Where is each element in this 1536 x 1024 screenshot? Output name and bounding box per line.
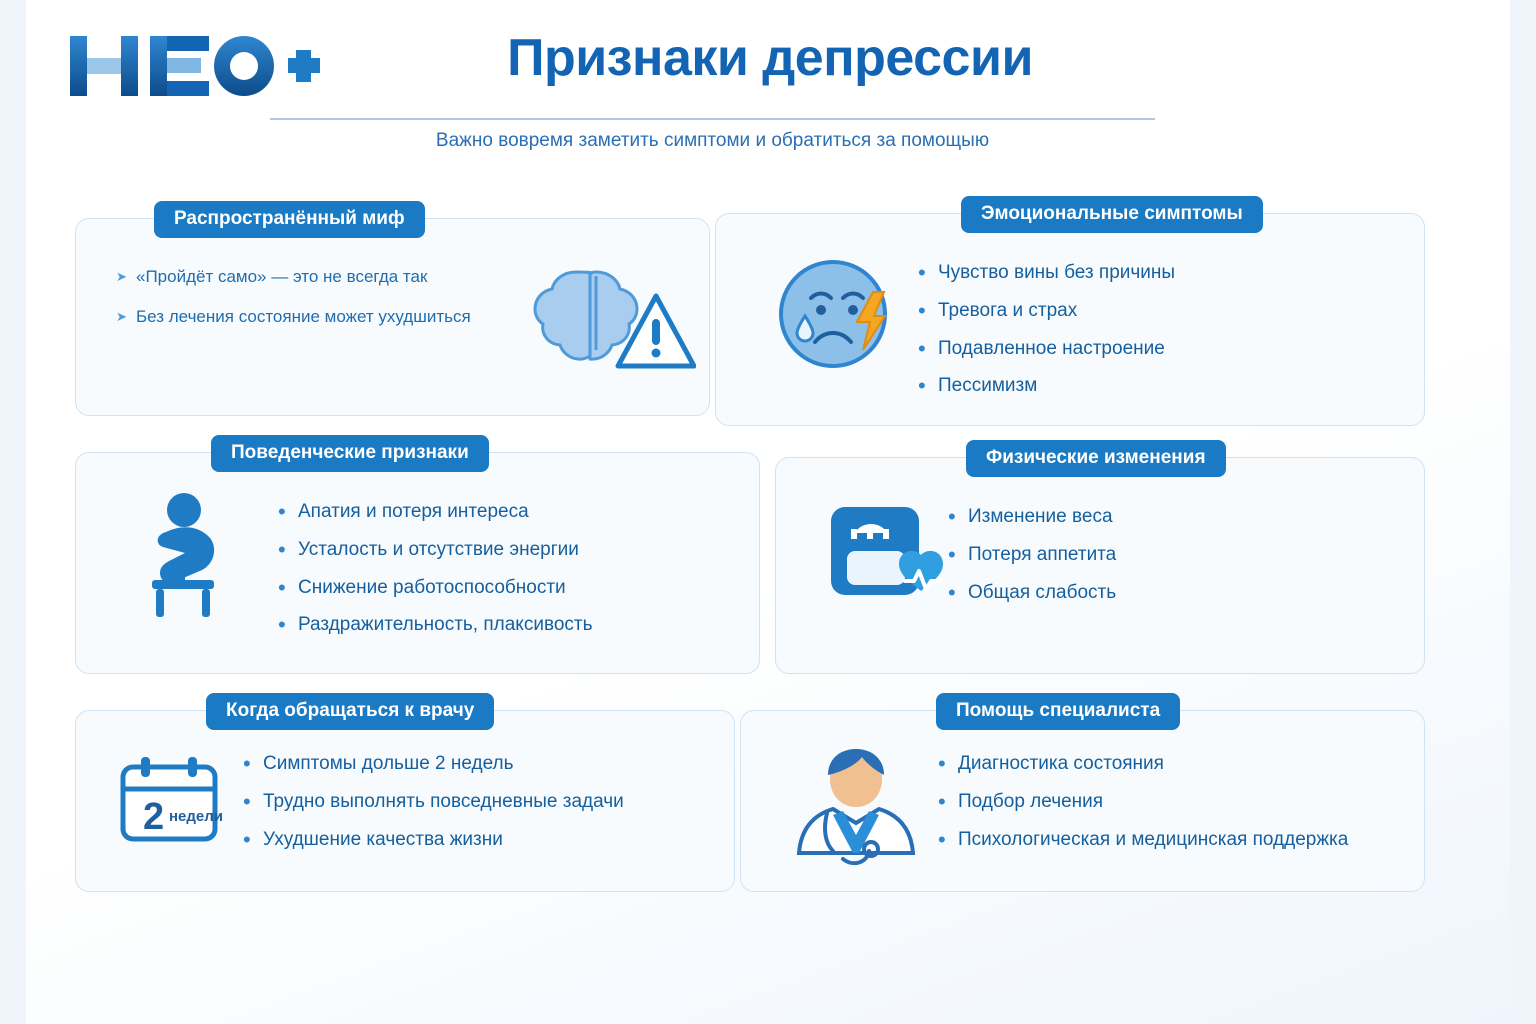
card-title-physical: Физические изменения [966,440,1226,477]
card-behavior [75,442,760,674]
card-physical [775,447,1425,674]
brain-warning-icon [516,254,696,389]
list-item: • Потеря аппетита [946,544,1116,567]
list-item: • Общая слабость [946,582,1116,605]
card-title-behavior: Поведенческие признаки [211,435,489,472]
list-item: • Симптомы дольше 2 недель [241,753,624,776]
scales-heartbeat-icon [821,493,961,628]
card-emotional [715,203,1425,426]
list-item: • Диагностика состояния [936,753,1348,776]
list-item: • Подбор лечения [936,791,1348,814]
card-physical-list [946,506,1116,619]
list-item: • Пессимизм [916,375,1175,398]
sad-face-icon [771,252,906,392]
card-myth-list [114,267,471,348]
card-myth [75,208,710,416]
list-item: • Усталость и отсутствие энергии [276,539,593,562]
list-item: ➤ «Пройдёт само» — это не всегда так [114,267,471,287]
card-help [740,700,1425,892]
card-title-myth: Распространённый миф [154,201,425,238]
list-item: • Чувство вины без причины [916,262,1175,285]
page-subtitle: Важно вовремя заметить симптоми и обратиться за помощыю [435,130,990,151]
list-item: • Ухудшение качества жизни [241,829,624,852]
card-help-list [936,753,1348,866]
card-title-doctor: Когда обращаться к врачу [206,693,494,730]
doctor-icon [781,739,931,884]
header [0,0,1536,175]
neo-logo [70,28,320,108]
list-item: • Тревога и страх [916,300,1175,323]
title-divider [270,118,1155,120]
page-title: Признаки депрессии [507,29,1033,87]
card-doctor [75,700,735,892]
card-title-help: Помощь специалиста [936,693,1180,730]
calendar-number: 2 [143,796,165,838]
list-item: • Подавленное настроение [916,338,1175,361]
list-item: • Психологическая и медицинская поддержка [936,829,1348,852]
card-doctor-list [241,753,624,866]
list-item: • Снижение работоспособности [276,577,593,600]
list-item: • Изменение веса [946,506,1116,529]
card-title-emotional: Эмоциональные симптомы [961,196,1263,233]
list-item: • Апатия и потеря интереса [276,501,593,524]
list-item: ➤ Без лечения состояние может ухудшиться [114,307,471,327]
card-emotional-list [916,262,1175,413]
list-item: • Раздражительность, плаксивость [276,614,593,637]
calendar-caption: недели [169,808,224,825]
card-behavior-list [276,501,593,652]
list-item: • Трудно выполнять повседневные задачи [241,791,624,814]
calendar-2-weeks-icon [111,753,231,858]
sitting-person-icon [124,488,264,633]
